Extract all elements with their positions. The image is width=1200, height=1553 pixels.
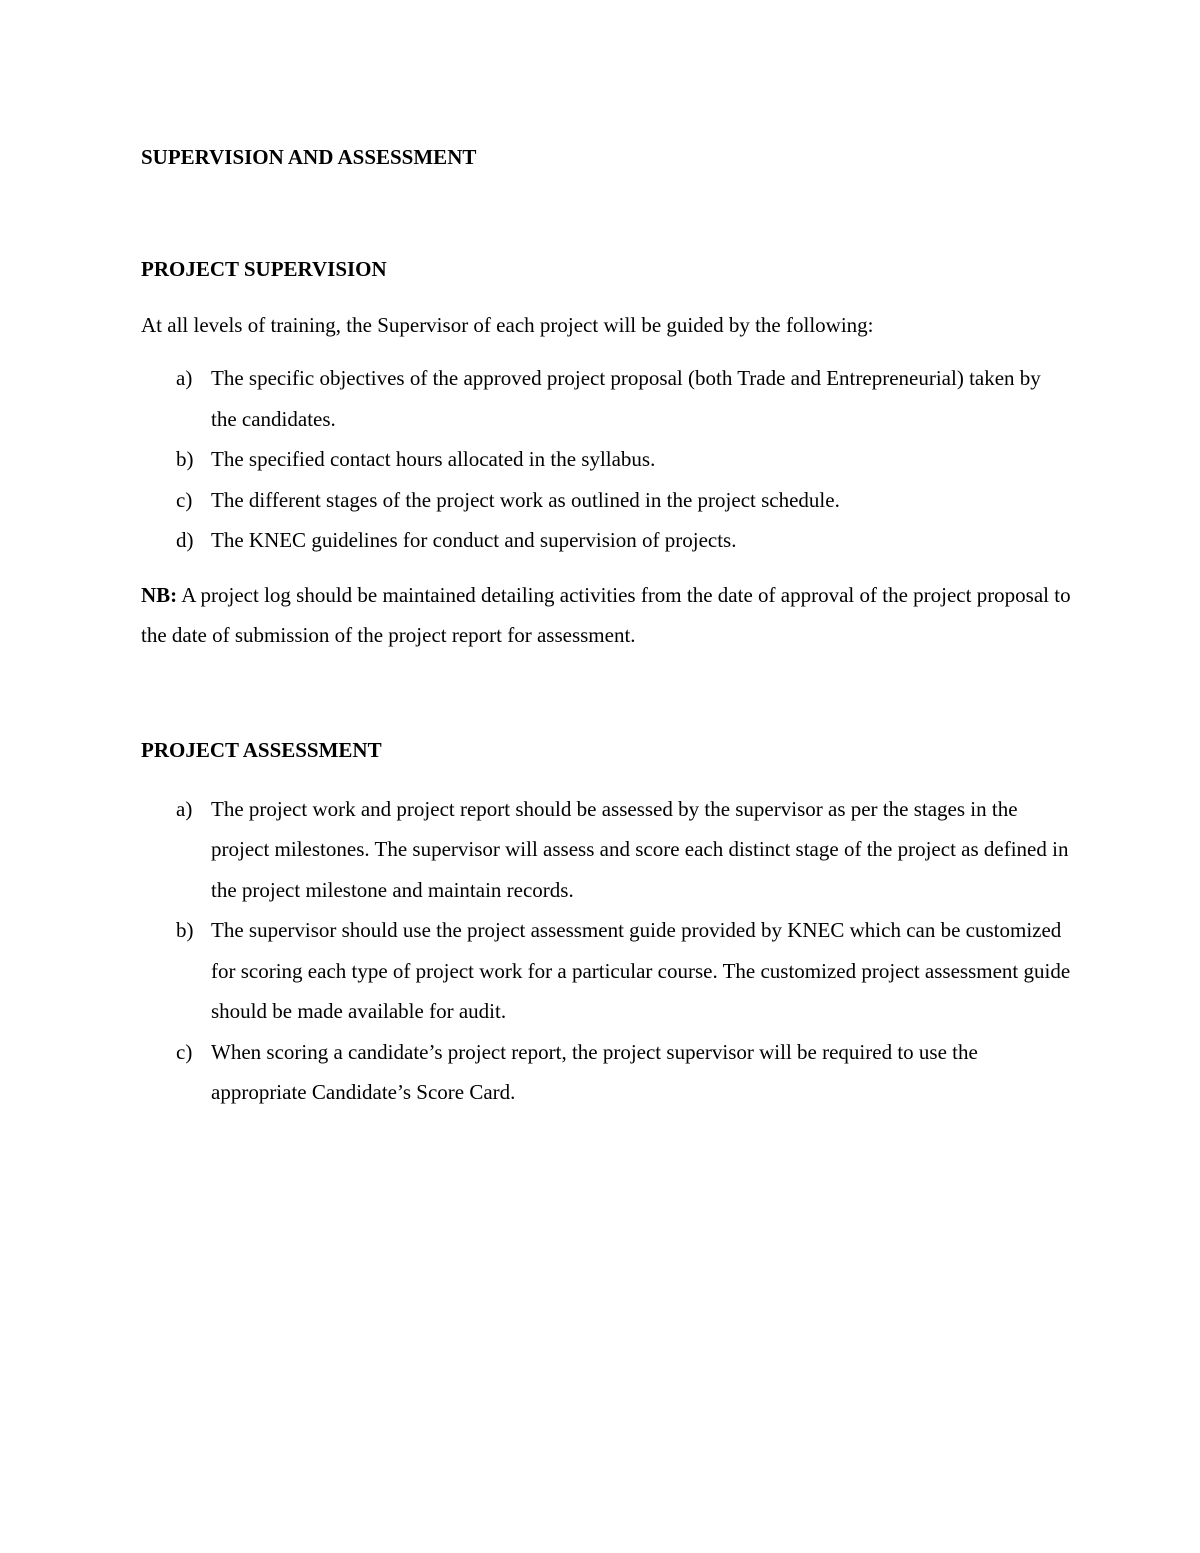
assessment-heading: PROJECT ASSESSMENT bbox=[141, 737, 382, 762]
note-text: A project log should be maintained detailing activities from the date of approval of the project proposal to the date of submission of the project report for assessment. bbox=[141, 582, 1071, 647]
list-item bbox=[141, 480, 1071, 521]
list-marker: c) bbox=[176, 1039, 193, 1064]
list-item bbox=[141, 439, 1071, 480]
list-marker: a) bbox=[176, 796, 193, 821]
list-item bbox=[141, 910, 1071, 1032]
assessment-list bbox=[141, 789, 1071, 1113]
list-marker: c) bbox=[176, 487, 193, 512]
list-item bbox=[141, 1032, 1071, 1113]
supervision-intro: At all levels of training, the Supervisor of each project will be guided by the following: bbox=[141, 313, 874, 337]
supervision-note bbox=[141, 575, 1071, 656]
list-item-text: The different stages of the project work as outlined in the project schedule. bbox=[211, 487, 840, 512]
list-item bbox=[141, 789, 1071, 911]
list-marker: b) bbox=[176, 918, 194, 942]
list-marker: d) bbox=[176, 528, 194, 552]
supervision-list bbox=[141, 358, 1071, 561]
list-marker: a) bbox=[176, 366, 193, 390]
document-title: SUPERVISION AND ASSESSMENT bbox=[141, 145, 477, 169]
list-item-text: The KNEC guidelines for conduct and supervision of projects. bbox=[211, 528, 737, 552]
list-item bbox=[141, 358, 1071, 439]
list-marker: b) bbox=[176, 447, 194, 471]
list-item bbox=[141, 520, 1071, 561]
list-item-text: The specific objectives of the approved project proposal (both Trade and Entrepreneurial) taken by the candidates. bbox=[211, 366, 1041, 431]
list-item-text: The specified contact hours allocated in the syllabus. bbox=[211, 447, 656, 471]
list-item-text: The supervisor should use the project assessment guide provided by KNEC which can be customized for scoring each type of project work for a particular course. The customized project assessment guide should be made available for audit. bbox=[211, 918, 1071, 1023]
supervision-heading: PROJECT SUPERVISION bbox=[141, 257, 387, 281]
document-body bbox=[141, 141, 1071, 1113]
list-item-text: When scoring a candidate’s project report, the project supervisor will be required to use the appropriate Candidate’s Score Card. bbox=[211, 1039, 978, 1104]
note-label: NB: bbox=[141, 582, 178, 607]
list-item-text: The project work and project report should be assessed by the supervisor as per the stages in the project milestones. The supervisor will assess and score each distinct stage of the project as defined in the project milestone and maintain records. bbox=[211, 796, 1069, 902]
